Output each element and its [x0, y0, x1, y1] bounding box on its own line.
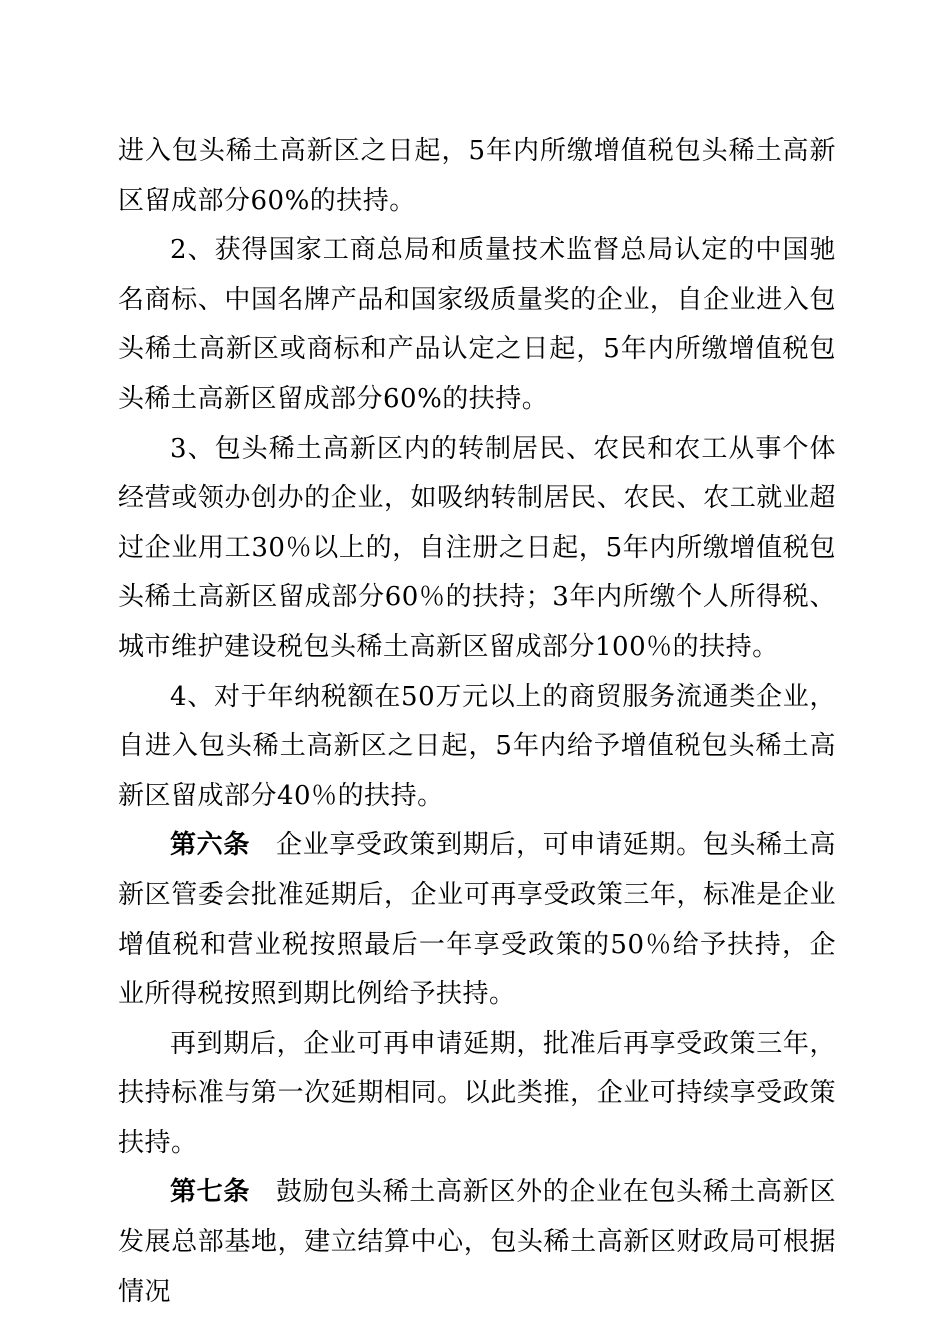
- paragraph-item-3: [118, 425, 836, 673]
- paragraph-article-7: [118, 1168, 836, 1317]
- paragraph-text: 企业享受政策到期后，可申请延期。包头稀土高新区管委会批准延期后，企业可再享受政策三年，标准是企业增值税和营业税按照最后一年享受政策的50％给予扶持，企业所得税按照到期比例给予扶持。: [118, 830, 836, 1010]
- paragraph-extension: [118, 1020, 836, 1169]
- paragraph-text: 再到期后，企业可再申请延期，批准后再享受政策三年，扶持标准与第一次延期相同。以此类推，企业可持续享受政策扶持。: [118, 1028, 836, 1158]
- paragraph-text: 进入包头稀土高新区之日起，5年内所缴增值税包头稀土高新区留成部分60%的扶持。: [118, 136, 836, 216]
- article-number: 第六条: [170, 830, 251, 861]
- paragraph-text: 3、包头稀土高新区内的转制居民、农民和农工从事个体经营或领办创办的企业，如吸纳转制居民、农民、农工就业超过企业用工30％以上的，自注册之日起，5年内所缴增值税包头稀土高新区留成部分60％的扶持；3年内所缴个人所得税、城市维护建设税包头稀土高新区留成部分100％的扶持。: [118, 433, 836, 662]
- article-number: 第七条: [170, 1177, 251, 1208]
- paragraph-continuation: [118, 127, 836, 226]
- paragraph-text: 鼓励包头稀土高新区外的企业在包头稀土高新区发展总部基地，建立结算中心，包头稀土高新区财政局可根据情况: [118, 1177, 836, 1307]
- paragraph-text: 4、对于年纳税额在50万元以上的商贸服务流通类企业，自进入包头稀土高新区之日起，5年内给予增值税包头稀土高新区留成部分40％的扶持。: [118, 681, 836, 811]
- paragraph-text: 2、获得国家工商总局和质量技术监督总局认定的中国驰名商标、中国名牌产品和国家级质量奖的企业，自企业进入包头稀土高新区或商标和产品认定之日起，5年内所缴增值税包头稀土高新区留成部分60%的扶持。: [118, 235, 836, 414]
- paragraph-article-6: [118, 821, 836, 1019]
- document-page: [118, 127, 836, 1317]
- paragraph-item-2: [118, 226, 836, 424]
- paragraph-item-4: [118, 673, 836, 822]
